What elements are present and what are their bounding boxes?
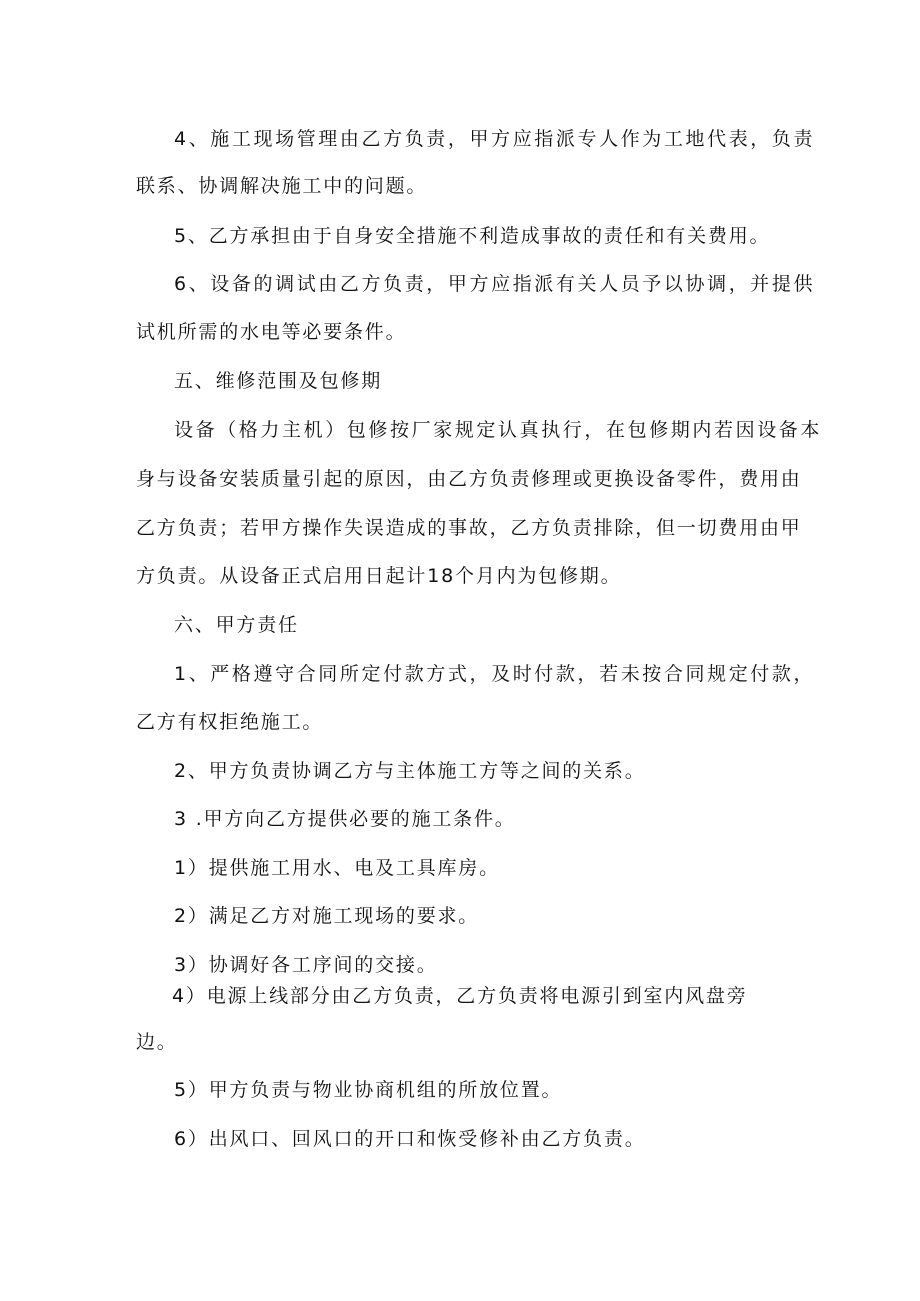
text-line: 设备（格力主机）包修按厂家规定认真执行，在包修期内若因设备本 xyxy=(174,419,823,441)
text-line: 身与设备安装质量引起的原因，由乙方负责修理或更换设备零件，费用由 xyxy=(136,468,802,490)
text-line: 4、施工现场管理由乙方负责，甲方应指派专人作为工地代表，负责 xyxy=(174,128,816,150)
text-line: 6、设备的调试由乙方负责，甲方应指派有关人员予以协调，并提供 xyxy=(174,273,816,295)
text-line: 4）电源上线部分由乙方负责，乙方负责将电源引到室内风盘旁 xyxy=(172,985,748,1007)
text-line: 5）甲方负责与物业协商机组的所放位置。 xyxy=(174,1079,563,1101)
section-heading: 五、维修范围及包修期 xyxy=(174,370,383,392)
text-line: 乙方有权拒绝施工。 xyxy=(136,711,324,733)
text-line: 5、乙方承担由于自身安全措施不利造成事故的责任和有关费用。 xyxy=(174,225,771,247)
text-line: 6）出风口、回风口的开口和恢受修补由乙方负责。 xyxy=(174,1128,646,1150)
text-line: 方负责。从设备正式启用日起计18个月内为包修期。 xyxy=(136,565,622,587)
text-line: 2）满足乙方对施工现场的要求。 xyxy=(174,905,480,927)
section-heading: 六、甲方责任 xyxy=(174,614,299,636)
text-line: 3 .甲方向乙方提供必要的施工条件。 xyxy=(174,808,516,830)
text-line: 1）提供施工用水、电及工具库房。 xyxy=(174,857,500,879)
text-line: 2、甲方负责协调乙方与主体施工方等之间的关系。 xyxy=(174,760,646,782)
text-line: 联系、协调解决施工中的问题。 xyxy=(136,175,428,197)
text-line: 乙方负责；若甲方操作失误造成的事故，乙方负责排除，但一切费用由甲 xyxy=(136,517,802,539)
text-line: 3）协调好各工序间的交接。 xyxy=(174,954,438,976)
text-line: 1、严格遵守合同所定付款方式，及时付款，若未按合同规定付款， xyxy=(174,663,816,685)
text-line: 试机所需的水电等必要条件。 xyxy=(136,321,407,343)
text-line: 边。 xyxy=(136,1031,178,1053)
